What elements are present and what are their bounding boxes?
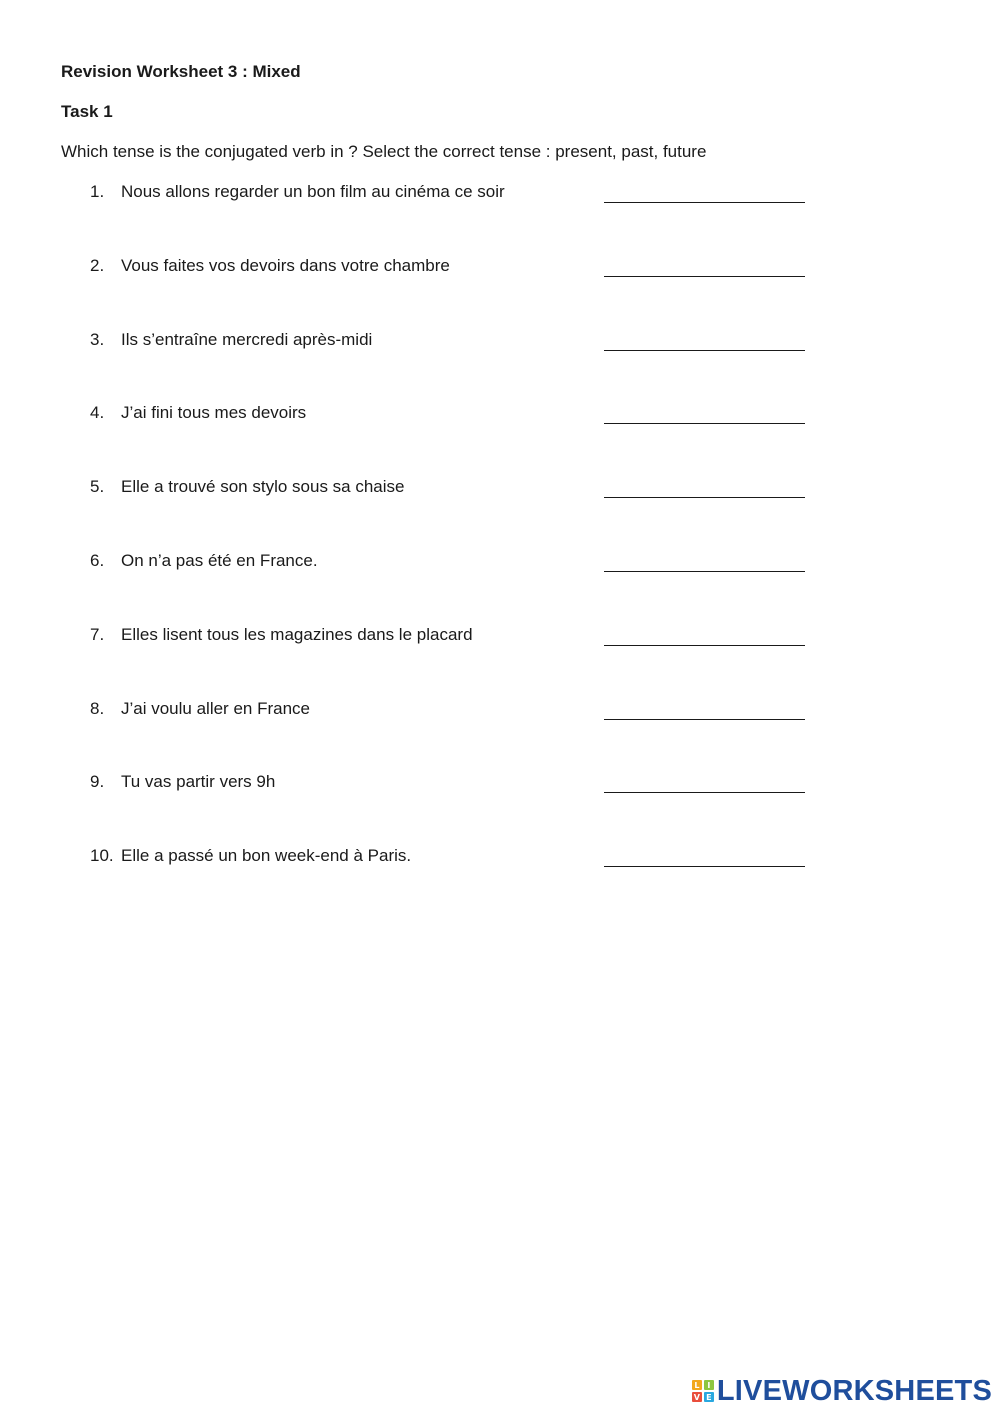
question-item <box>0 402 1000 476</box>
logo-mark-tile: E <box>704 1392 714 1402</box>
question-item <box>0 476 1000 550</box>
logo-wordmark: LIVEWORKSHEETS <box>716 1374 992 1407</box>
answer-blank[interactable] <box>604 866 805 867</box>
question-item <box>0 624 1000 698</box>
question-number: 7. <box>90 624 105 644</box>
question-number: 2. <box>90 255 105 275</box>
question-number: 10. <box>90 846 114 866</box>
task-instruction: Which tense is the conjugated verb in ? Select the correct tense : present, past, future <box>61 142 707 161</box>
answer-blank[interactable] <box>604 202 805 203</box>
liveworksheets-logo <box>692 1375 992 1407</box>
task-title: Task 1 <box>61 102 113 121</box>
question-text: Tu vas partir vers 9h <box>121 772 276 792</box>
question-text: J’ai fini tous mes devoirs <box>121 403 307 423</box>
question-text: Elle a trouvé son stylo sous sa chaise <box>121 477 405 497</box>
answer-blank[interactable] <box>604 497 805 498</box>
logo-mark-tile: L <box>692 1380 702 1390</box>
question-item <box>0 771 1000 845</box>
logo-mark-tile: V <box>693 1392 700 1402</box>
answer-blank[interactable] <box>604 571 805 572</box>
question-number: 8. <box>90 698 105 718</box>
answer-blank[interactable] <box>604 423 805 424</box>
question-number: 5. <box>90 477 105 497</box>
logo-mark-tile: I <box>704 1380 714 1390</box>
answer-blank[interactable] <box>604 719 805 720</box>
question-text: Ils s’entraîne mercredi après-midi <box>121 329 373 349</box>
question-text: J’ai voulu aller en France <box>121 698 310 718</box>
question-text: On n’a pas été en France. <box>121 550 318 570</box>
liveworksheets-logo-icon <box>692 1380 714 1402</box>
answer-blank[interactable] <box>604 645 805 646</box>
answer-blank[interactable] <box>604 792 805 793</box>
question-item <box>0 255 1000 329</box>
question-item <box>0 550 1000 624</box>
question-number: 6. <box>90 550 105 570</box>
question-text: Elles lisent tous les magazines dans le placard <box>121 624 473 644</box>
question-number: 4. <box>90 403 105 423</box>
worksheet-title: Revision Worksheet 3 : Mixed <box>61 62 301 81</box>
question-list <box>0 181 1000 919</box>
answer-blank[interactable] <box>604 276 805 277</box>
question-item <box>0 845 1000 919</box>
question-item <box>0 329 1000 403</box>
question-text: Elle a passé un bon week-end à Paris. <box>121 846 412 866</box>
question-text: Vous faites vos devoirs dans votre chambre <box>121 255 450 275</box>
question-item <box>0 698 1000 772</box>
question-number: 1. <box>90 182 105 201</box>
question-text: Nous allons regarder un bon film au cinéma ce soir <box>121 182 505 201</box>
question-number: 3. <box>90 329 105 349</box>
question-number: 9. <box>90 772 105 792</box>
question-item <box>0 181 1000 255</box>
answer-blank[interactable] <box>604 350 805 351</box>
